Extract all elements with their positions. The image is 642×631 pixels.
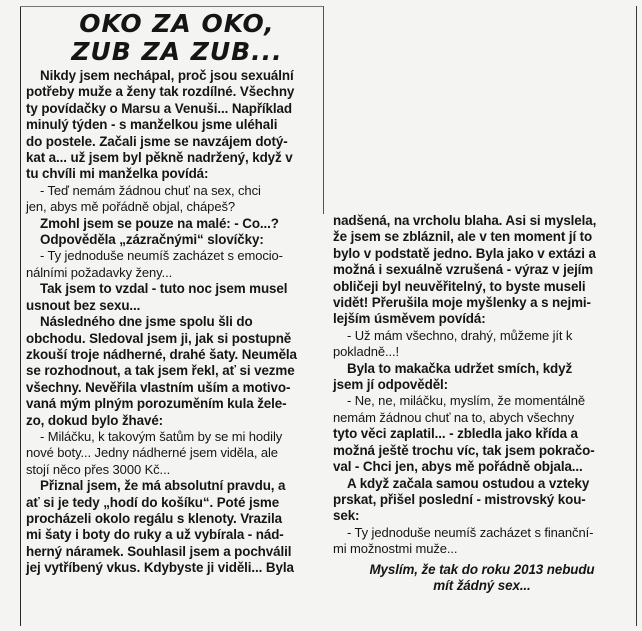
text-line: prskat, přišel poslední - mistrovský kou- xyxy=(333,491,586,507)
text-line: nálními požadavky ženy... xyxy=(26,264,173,280)
text-line: ty povídačky o Marsu a Venuši... Například xyxy=(26,100,292,116)
right-border-line xyxy=(636,6,637,626)
text-line: jen, abys mě pořádně objal, chápeš? xyxy=(26,199,235,215)
text-line: možná i sexuálně vzrušená - výraz v jejím xyxy=(333,262,594,278)
text-line: tu chvíli mi manželka povídá: xyxy=(26,166,209,182)
text-line: ať si je tedy „hodí do košíku“. Poté jsme xyxy=(26,494,280,510)
text-line: obličeji byl neuvěřitelný, to byste museli xyxy=(333,278,586,294)
text-line: lejším úsměvem povídá: xyxy=(333,311,486,327)
text-line: A když začala samou ostudou a vzteky xyxy=(347,475,590,491)
text-line: procházeli okolo regálu s klenoty. Vrazila xyxy=(26,510,283,526)
text-line: stojí něco přes 3000 Kč... xyxy=(26,461,171,477)
text-line: potřeby muže a ženy tak rozdílné. Všechny xyxy=(26,84,295,100)
text-line: - Už mám všechno, drahý, můžeme jít k xyxy=(347,327,573,343)
text-line: sek: xyxy=(333,508,360,524)
text-line: - Ty jednoduše neumíš zacházet s finanční- xyxy=(347,524,594,540)
text-line: zkouší troje nádherné, drahé šaty. Neuměla xyxy=(26,346,297,362)
text-line: nadšená, na vrcholu blaha. Asi si myslela, xyxy=(333,213,597,228)
text-column-left xyxy=(26,68,316,577)
text-line: nové boty... Jedny nádherné jsem viděla, ale xyxy=(26,445,278,461)
text-line: že jsem se zbláznil, ale v ten moment jí to xyxy=(333,229,593,245)
text-line: tyto věci zaplatil... - zbledla jako křída a xyxy=(333,426,578,442)
text-line: usnout bez sexu... xyxy=(26,297,141,313)
text-line: jej vytříbený vkus. Kdybyste ji viděli... Byla xyxy=(26,560,294,576)
text-line: jsem jí odpověděl: xyxy=(333,377,449,393)
closing-line xyxy=(333,562,631,595)
text-line: obchodu. Sledoval jsem ji, jak si postupně xyxy=(26,330,292,346)
text-line: - Miláčku, k takovým šatům by se mi hodily xyxy=(40,428,283,444)
text-line: Nikdy jsem nechápal, proč jsou sexuální xyxy=(40,68,294,83)
title-line-2: ZUB ZA ZUB... xyxy=(71,37,283,66)
text-line: minulý týden - s manželkou jsme uléhali xyxy=(26,117,278,133)
right-column-body xyxy=(333,213,631,558)
text-line: Následného dne jsme spolu šli do xyxy=(40,314,253,330)
text-column-right xyxy=(333,213,631,594)
text-line: Odpověděla „zázračnými“ slovíčky: xyxy=(40,232,264,248)
text-line: Zmohl jsem se pouze na malé: - Co...? xyxy=(40,215,279,231)
column-divider-line xyxy=(323,6,324,214)
text-line: bylo v podstatě jedno. Byla jako v extázi a xyxy=(333,245,596,261)
text-line: nemám žádnou chuť na to, abych všechny xyxy=(333,409,574,425)
text-line: vaná mým plným porozuměním kula žele- xyxy=(26,396,287,412)
text-line: herný náramek. Souhlasil jsem a pochválil xyxy=(26,543,292,559)
title-line-1: OKO ZA OKO, xyxy=(79,9,275,38)
text-line: vidět! Přerušila moje myšlenky a s nejmi- xyxy=(333,295,591,311)
closing-line-1: Myslím, že tak do roku 2013 nebudu xyxy=(369,561,595,577)
text-line: do postele. Začali jsme se navzájem dotý- xyxy=(26,133,288,149)
closing-line-2: mít žádný sex... xyxy=(433,577,531,593)
text-line: - Ne, ne, miláčku, myslím, že momentálně xyxy=(347,393,586,409)
text-line: zo, dokud bylo žhavé: xyxy=(26,412,164,428)
text-line: mi šaty i boty do ruky a už vybírala - nád- xyxy=(26,527,284,543)
left-border-line xyxy=(20,6,21,626)
text-line: se rozhodnout, a tak jsem řekl, ať si vezme xyxy=(26,363,295,379)
text-line: - Teď nemám žádnou chuť na sex, chci xyxy=(40,182,261,198)
text-line: - Ty jednoduše neumíš zacházet s emocio- xyxy=(40,248,283,264)
top-edge-line xyxy=(20,6,323,7)
text-line: všechny. Nevěřila vlastním uším a motivo- xyxy=(26,379,291,395)
text-line: val - Chci jen, abys mě pořádně objala... xyxy=(333,459,583,475)
text-line: Tak jsem to vzdal - tuto noc jsem musel xyxy=(40,281,288,297)
text-line: pokladně...! xyxy=(333,344,400,360)
text-line: kat a... už jsem byl pěkně nadržený, když v xyxy=(26,150,293,166)
text-line: Přiznal jsem, že má absolutní pravdu, a xyxy=(40,478,286,494)
article-title xyxy=(52,10,302,66)
text-line: Byla to makačka udržet smích, když xyxy=(347,360,573,376)
text-line: možná ještě trochu víc, tak jsem pokračo- xyxy=(333,442,595,458)
text-line: mi možnostmi muže... xyxy=(333,541,458,557)
